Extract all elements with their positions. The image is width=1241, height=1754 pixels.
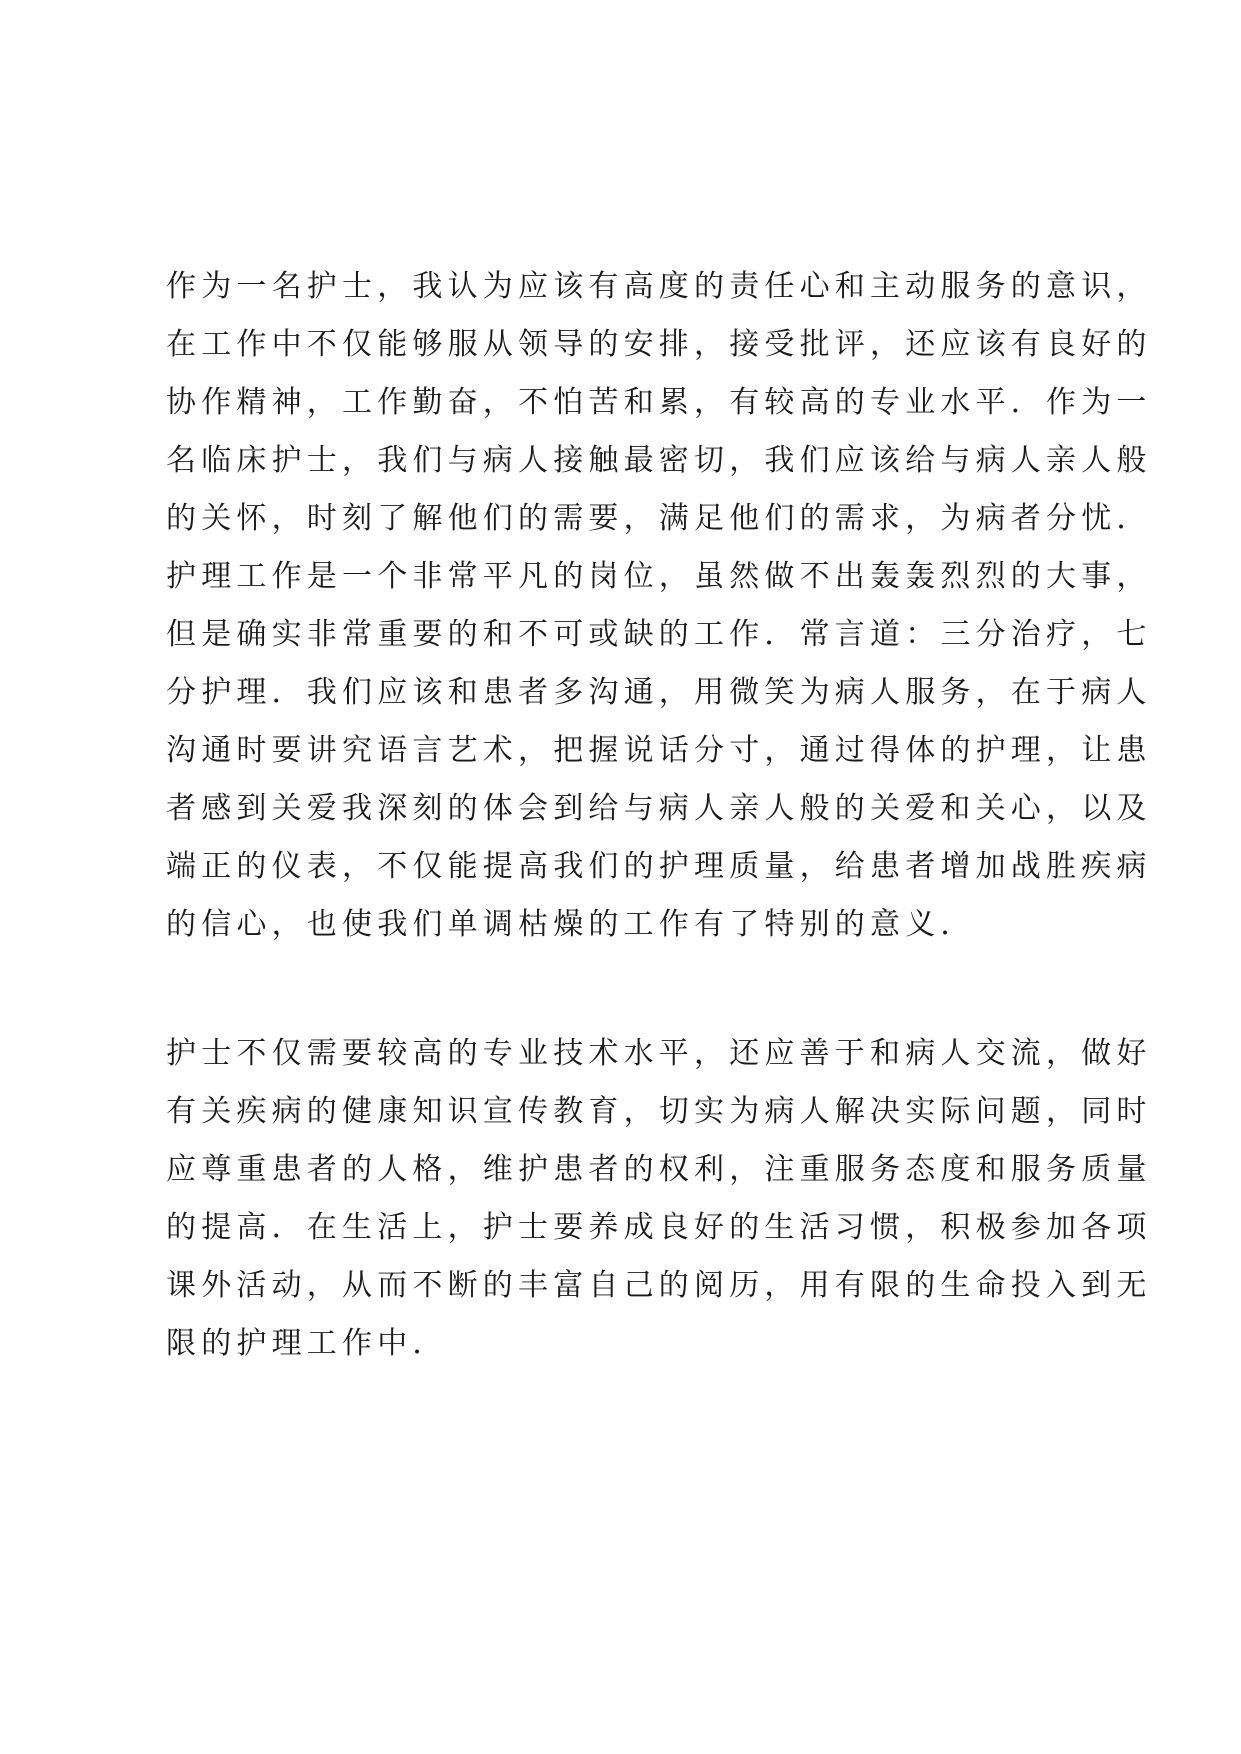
text-line: 者感到关爱我深刻的体会到给与病人亲人般的关爱和关心，以及 [166, 791, 1152, 826]
text-line: 名临床护士，我们与病人接触最密切，我们应该给与病人亲人般 [166, 443, 1152, 478]
text-line: 有关疾病的健康知识宣传教育，切实为病人解决实际问题，同时 [166, 1094, 1152, 1129]
text-line: 协作精神，工作勤奋，不怕苦和累，有较高的专业水平．作为一 [166, 385, 1152, 420]
text-line: 的信心，也使我们单调枯燥的工作有了特别的意义． [166, 907, 976, 942]
paragraph-1 [166, 258, 1152, 954]
text-line: 限的护理工作中． [166, 1326, 448, 1361]
paragraph-2 [166, 1025, 1152, 1373]
text-line: 作为一名护士，我认为应该有高度的责任心和主动服务的意识， [166, 269, 1152, 304]
text-line: 课外活动，从而不断的丰富自己的阅历，用有限的生命投入到无 [166, 1268, 1152, 1303]
text-line: 分护理．我们应该和患者多沟通，用微笑为病人服务，在于病人 [166, 675, 1152, 710]
text-line: 沟通时要讲究语言艺术，把握说话分寸，通过得体的护理，让患 [166, 733, 1152, 768]
text-line: 的提高．在生活上，护士要养成良好的生活习惯，积极参加各项 [166, 1210, 1152, 1245]
document-body [166, 258, 1152, 1373]
text-line: 护理工作是一个非常平凡的岗位，虽然做不出轰轰烈烈的大事， [166, 559, 1152, 594]
text-line: 端正的仪表，不仅能提高我们的护理质量，给患者增加战胜疾病 [166, 849, 1152, 884]
text-line: 在工作中不仅能够服从领导的安排，接受批评，还应该有良好的 [166, 327, 1152, 362]
text-line: 的关怀，时刻了解他们的需要，满足他们的需求，为病者分忧． [166, 501, 1152, 536]
text-line: 护士不仅需要较高的专业技术水平，还应善于和病人交流，做好 [166, 1036, 1152, 1071]
text-line: 但是确实非常重要的和不可或缺的工作．常言道：三分治疗，七 [166, 617, 1152, 652]
text-line: 应尊重患者的人格，维护患者的权利，注重服务态度和服务质量 [166, 1152, 1152, 1187]
